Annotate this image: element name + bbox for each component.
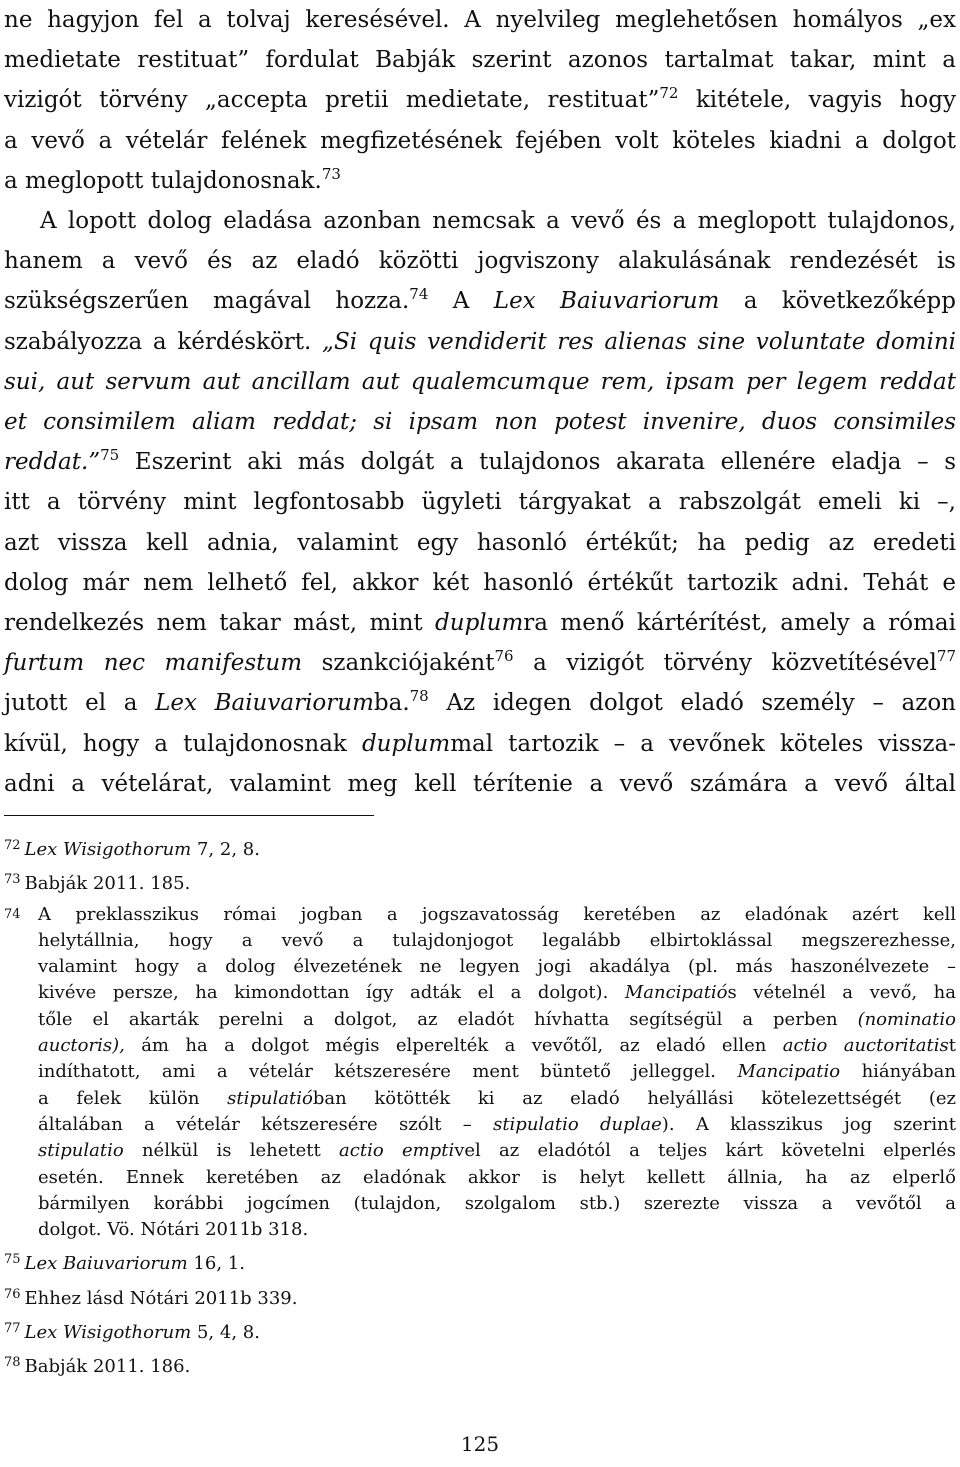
footnote-75: $^{75}$ Lex Baiuvariorum 16, 1.: [4, 1252, 245, 1275]
footnote-78: $^{78}$ Babják 2011. 186.: [4, 1355, 191, 1378]
footnote-ref[interactable]: 73: [321, 164, 341, 183]
footnote-76: $^{76}$ Ehhez lásd Nótári 2011b 339.: [4, 1286, 298, 1309]
page-number: 125: [460, 1432, 500, 1456]
body-line: ne hagyjon fel a tolvaj keresésével. A nyelvileg meglehetősen homályos „ex: [4, 7, 956, 33]
footnote-72: $^{72}$ Lex Wisigothorum 7, 2, 8.: [4, 838, 260, 860]
body-line: szükségszerűen magával hozza.$^{74}$ A Lex Baiuvariorum a következőképp: [4, 285, 956, 315]
footnote-ref[interactable]: 72: [659, 84, 679, 103]
body-line: A lopott dolog eladása azonban nemcsak a vevő és a meglopott tulajdonos,: [40, 208, 956, 235]
body-line: medietate restituat” fordulat Babják szerint azonos tartalmat takar, mint a: [4, 47, 956, 74]
page-body: [4, 0, 956, 804]
body-line: vizigót törvény „accepta pretii medietate, restituat”$^{72}$ kitétele, vagyis hogy: [4, 84, 956, 114]
body-line: jutott el a Lex Baiuvariorumba.$^{78}$ Az idegen dolgot eladó személy – azon: [4, 687, 956, 717]
body-line: azt vissza kell adnia, valamint egy hasonló értékűt; ha pedig az eredeti: [4, 529, 956, 556]
body-line: dolog már nem lelhető fel, akkor két hasonló értékűt tartozik adni. Tehát e: [4, 569, 956, 596]
body-line: kívül, hogy a tulajdonosnak duplummal tartozik – a vevőnek köteles vissza-: [4, 730, 956, 757]
body-line: et consimilem aliam reddat; si ipsam non potest invenire, duos consimiles: [4, 409, 956, 436]
body-line: itt a törvény mint legfontosabb ügyleti tárgyakat a rabszolgát emeli ki –,: [4, 489, 956, 516]
footnote-73: $^{73}$ Babják 2011. 185.: [4, 872, 191, 895]
footnote-ref[interactable]: 78: [409, 687, 429, 706]
body-line: furtum nec manifestum szankciójaként$^{76}$ a vizigót törvény közvetítésével$^{77}$: [4, 647, 956, 677]
footnote-ref[interactable]: 77: [936, 647, 956, 666]
footnote-74: 74 A preklasszikus római jogban a jogszavatosság keretében az eladónak azért kell helytállnia, hogy a vevő a tulajdonjogot legalább elbirtoklással megszerezhesse, valamint hogy a dolog élvezetének ne legyen jogi akadálya (pl. más haszonélvezete – kivéve persze, ha kimondottan így adták el a dolgot). Mancipatiós vételnél a vevő, ha tőle el akarták perelni a dolgot, az eladót hívhatta segítségül a perben (nominatio auctoris), ám ha a dolgot mégis elperelték a vevőtől, az eladó ellen actio auctoritatist indíthatott, ami a vételár kétszeresére ment büntető jelleggel. Mancipatio hiányában a felek külön stipulatióban kötötték ki az eladó helyállási kötelezettségét (ez általában a vételár kétszeresére szólt – stipulatio duplae). A klasszikus jog szerint stipulatio nélkül is lehetett actio emptivel az eladótól a teljes kárt követelni elperlés esetén. Ennek keretében az eladónak akkor is helyt kellett állnia, ha az elperlő bármilyen korábbi jogcímen (tulajdon, szolgalom stb.) szerezte vissza a vevőtől a dolgot. Vö. Nótári 2011b 318.: [4, 903, 956, 1241]
main-text: [4, 0, 956, 804]
body-line: a meglopott tulajdonosnak.$^{73}$: [4, 164, 341, 194]
body-line: adni a vételárat, valamint meg kell térítenie a vevő számára a vevő által: [4, 770, 956, 797]
body-line: reddat.”$^{75}$ Eszerint aki más dolgát a tulajdonos akarata ellenére eladja – s: [4, 446, 956, 476]
footnotes: [4, 833, 956, 1385]
footnote-separator: [4, 815, 374, 816]
footnote-77: $^{77}$ Lex Wisigothorum 5, 4, 8.: [4, 1321, 260, 1344]
footnote-ref[interactable]: 76: [494, 647, 514, 666]
body-line: sui, aut servum aut ancillam aut qualemcumque rem, ipsam per legem reddat: [4, 368, 956, 395]
body-line: rendelkezés nem takar mást, mint duplumra menő kártérítést, amely a római: [4, 610, 956, 637]
footnote-ref[interactable]: 75: [100, 446, 120, 465]
footnote-ref[interactable]: 74: [409, 285, 429, 304]
body-line: hanem a vevő és az eladó közötti jogviszony alakulásának rendezését is: [4, 248, 956, 275]
body-line: a vevő a vételár felének megfizetésének fejében volt köteles kiadni a dolgot: [4, 127, 956, 154]
body-line: szabályozza a kérdéskört. „Si quis vendiderit res alienas sine voluntate domini: [4, 328, 956, 355]
